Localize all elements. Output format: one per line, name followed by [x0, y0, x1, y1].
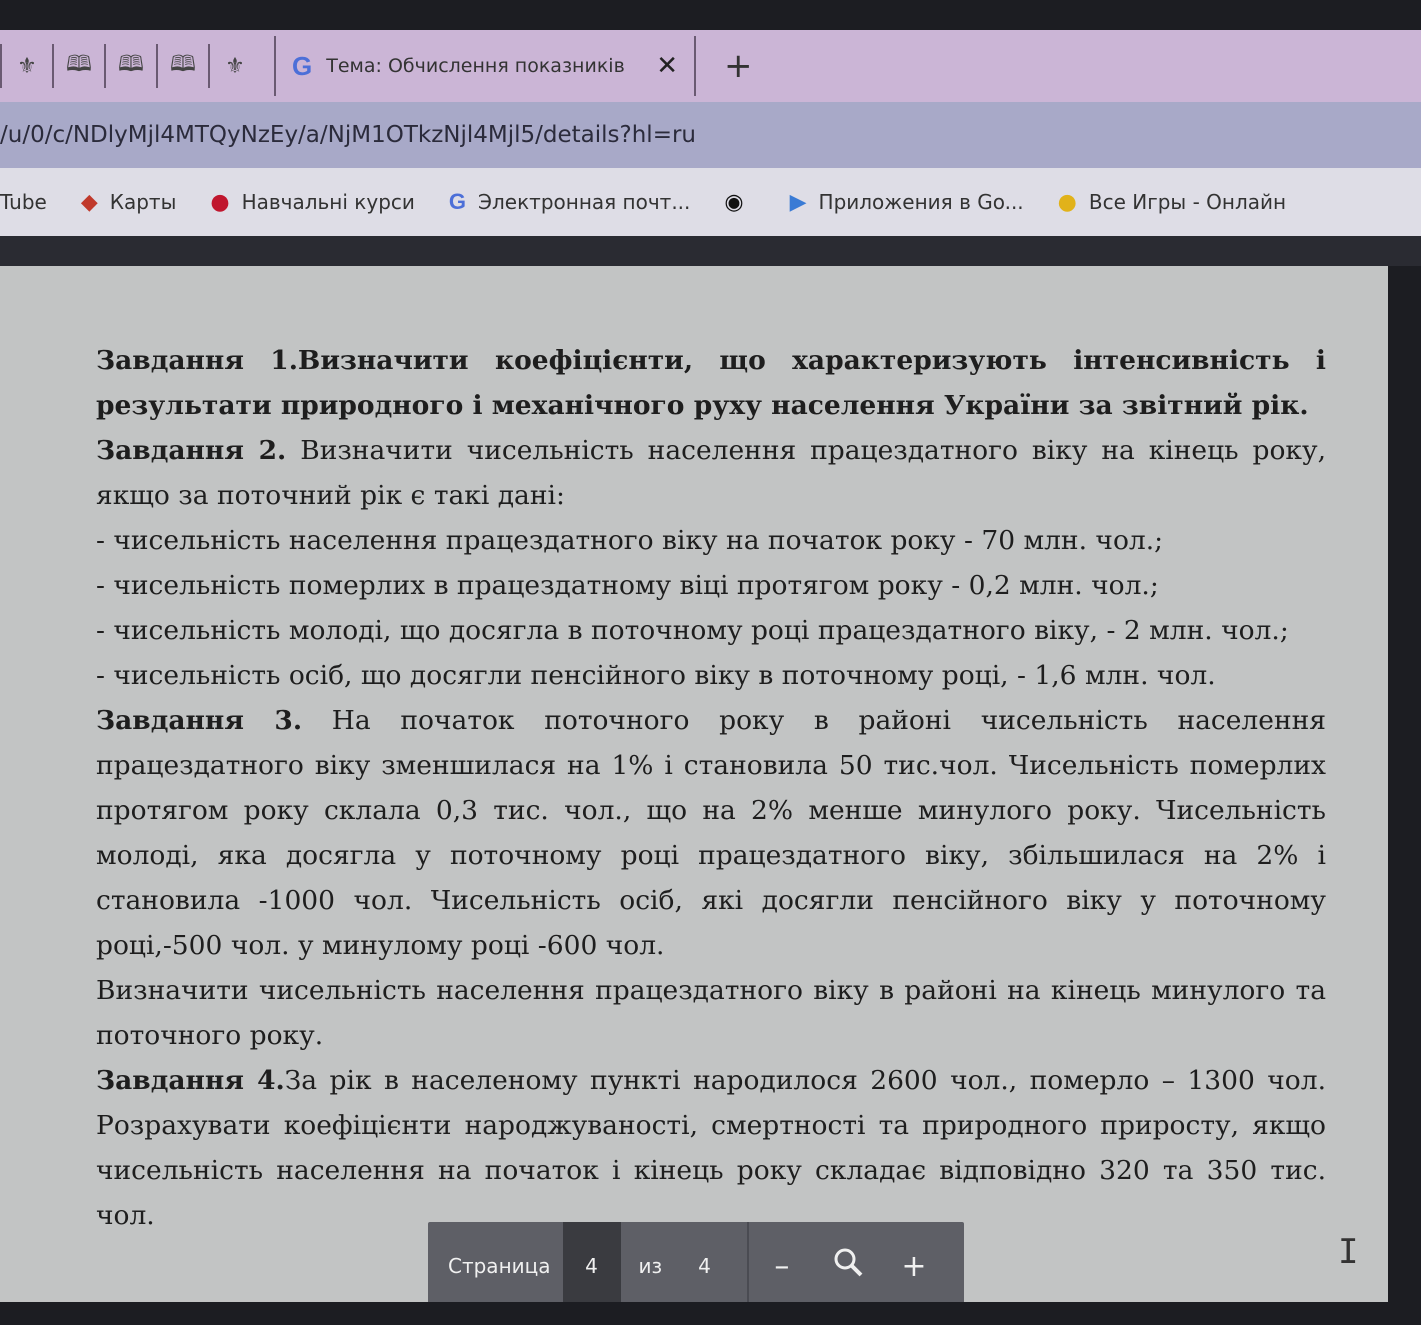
- book-icon: 🕮: [118, 52, 144, 77]
- wot-icon: ⚜: [225, 53, 245, 79]
- pinned-tabs: [0, 30, 260, 102]
- zoom-out-button[interactable]: –: [774, 1248, 790, 1284]
- courses-icon: ●: [210, 189, 230, 215]
- task-2: [96, 428, 1326, 518]
- pinned-tab[interactable]: [52, 44, 104, 88]
- games-icon: ●: [1057, 189, 1077, 215]
- google-icon: G: [448, 189, 467, 214]
- task-4-title: Завдання 4.: [96, 1065, 285, 1096]
- of-label: из: [638, 1254, 663, 1278]
- task-2-item: - чисельність померлих в працездатному віці протягом року - 0,2 млн. чол.;: [96, 570, 1159, 601]
- maps-icon: ◆: [80, 189, 98, 215]
- bookmark-label: Навчальні курси: [241, 190, 415, 214]
- close-tab-button[interactable]: ✕: [656, 51, 679, 81]
- bookmark-games[interactable]: [1058, 190, 1286, 215]
- page-toolbar: [428, 1222, 964, 1310]
- task-3: [96, 698, 1326, 968]
- total-pages: 4: [698, 1254, 711, 1278]
- book-icon: 🕮: [170, 52, 196, 77]
- task-1: [96, 338, 1326, 428]
- google-icon: G: [292, 50, 313, 81]
- task-1-text: Визначити коефіцієнти, що характеризують інтенсивність і результати природного і механічного руху населення України за звітний рік.: [96, 345, 1326, 421]
- task-2-title: Завдання 2.: [96, 435, 287, 466]
- bookmark-courses[interactable]: [210, 190, 415, 215]
- task-3-text: На початок поточного року в районі чисельність населення працездатного віку зменшилася на 1% і становила 50 тис.чол. Чисельність померлих протягом року склала 0,3 тис. чол., що на 2% менше минулого року. Чисельність молоді, яка досягла у поточному році працездатного віку, збільшилася на 2% і становила -1000 чол. Чисельність осіб, які досягли пенсійного віку у поточному році,-500 чол. у минулому році -600 чол.: [96, 705, 1326, 961]
- bookmark-maps[interactable]: [81, 190, 177, 215]
- wot-icon: ⚜: [17, 53, 37, 79]
- address-bar[interactable]: [0, 102, 1421, 168]
- zoom-icon: [815, 1247, 881, 1285]
- bookmark-label: Все Игры - Онлайн: [1088, 190, 1287, 214]
- task-1-title: Завдання 1.: [96, 345, 298, 376]
- tab-title: Тема: Обчислення показників: [326, 55, 625, 77]
- new-tab-button[interactable]: +: [724, 46, 753, 86]
- bookmark-youtube[interactable]: [0, 190, 47, 214]
- zoom-in-button[interactable]: +: [901, 1248, 927, 1284]
- play-store-icon: ▶: [789, 189, 807, 215]
- bookmark-mail[interactable]: [449, 189, 691, 215]
- task-2-item: - чисельність осіб, що досягли пенсійного віку в поточному році, - 1,6 млн. чол.: [96, 660, 1216, 691]
- task-2-item: - чисельність молоді, що досягла в поточному році працездатного віку, - 2 млн. чол.;: [96, 615, 1289, 646]
- document-text: [96, 338, 1326, 1238]
- tab-bar: [0, 30, 1421, 102]
- task-4-text: За рік в населеному пункті народилося 2600 чол., померло – 1300 чол. Розрахувати коефіцієнти народжуваності, смертності та природного приросту, якщо чисельність населення на початок і кінець року складає відповідно 320 та 350 тис. чол.: [96, 1065, 1327, 1231]
- screen-bottom: [0, 1302, 1421, 1325]
- bookmark-label: Карты: [109, 190, 177, 214]
- pinned-tab[interactable]: [0, 44, 52, 88]
- document-page: [0, 266, 1388, 1302]
- task-4: [96, 1058, 1326, 1238]
- bookmark-label: Приложения в Go...: [818, 190, 1024, 214]
- current-page-input[interactable]: 4: [563, 1222, 621, 1310]
- bookmark-label: Электронная почт...: [478, 190, 691, 214]
- bookmark-play[interactable]: [790, 190, 1024, 215]
- pinned-tab[interactable]: [104, 44, 156, 88]
- active-tab[interactable]: [274, 36, 696, 96]
- book-icon: 🕮: [66, 52, 92, 77]
- task-3-question: Визначити чисельність населення працездатного віку в районі на кінець минулого та поточного року.: [96, 975, 1326, 1051]
- globe-icon: ◉: [724, 189, 744, 215]
- pinned-tab[interactable]: [208, 44, 260, 88]
- pinned-tab[interactable]: [156, 44, 208, 88]
- bookmark-globe[interactable]: [724, 190, 755, 215]
- task-2-item: - чисельність населення працездатного віку на початок року - 70 млн. чол.;: [96, 525, 1164, 556]
- bookmarks-bar: [0, 168, 1421, 236]
- url-text: /u/0/c/NDlyMjl4MTQyNzEy/a/NjM1OTkzNjl4Mjl5/details?hl=ru: [0, 122, 696, 148]
- task-2-text: Визначити чисельність населення працездатного віку на кінець року, якщо за поточний рік є такі дані:: [96, 435, 1326, 511]
- page-label: Страница: [448, 1254, 551, 1278]
- viewer-header: [0, 236, 1421, 266]
- bookmark-label: Tube: [0, 190, 47, 214]
- task-3-title: Завдання 3.: [96, 705, 303, 736]
- text-cursor-icon: I: [1338, 1232, 1359, 1272]
